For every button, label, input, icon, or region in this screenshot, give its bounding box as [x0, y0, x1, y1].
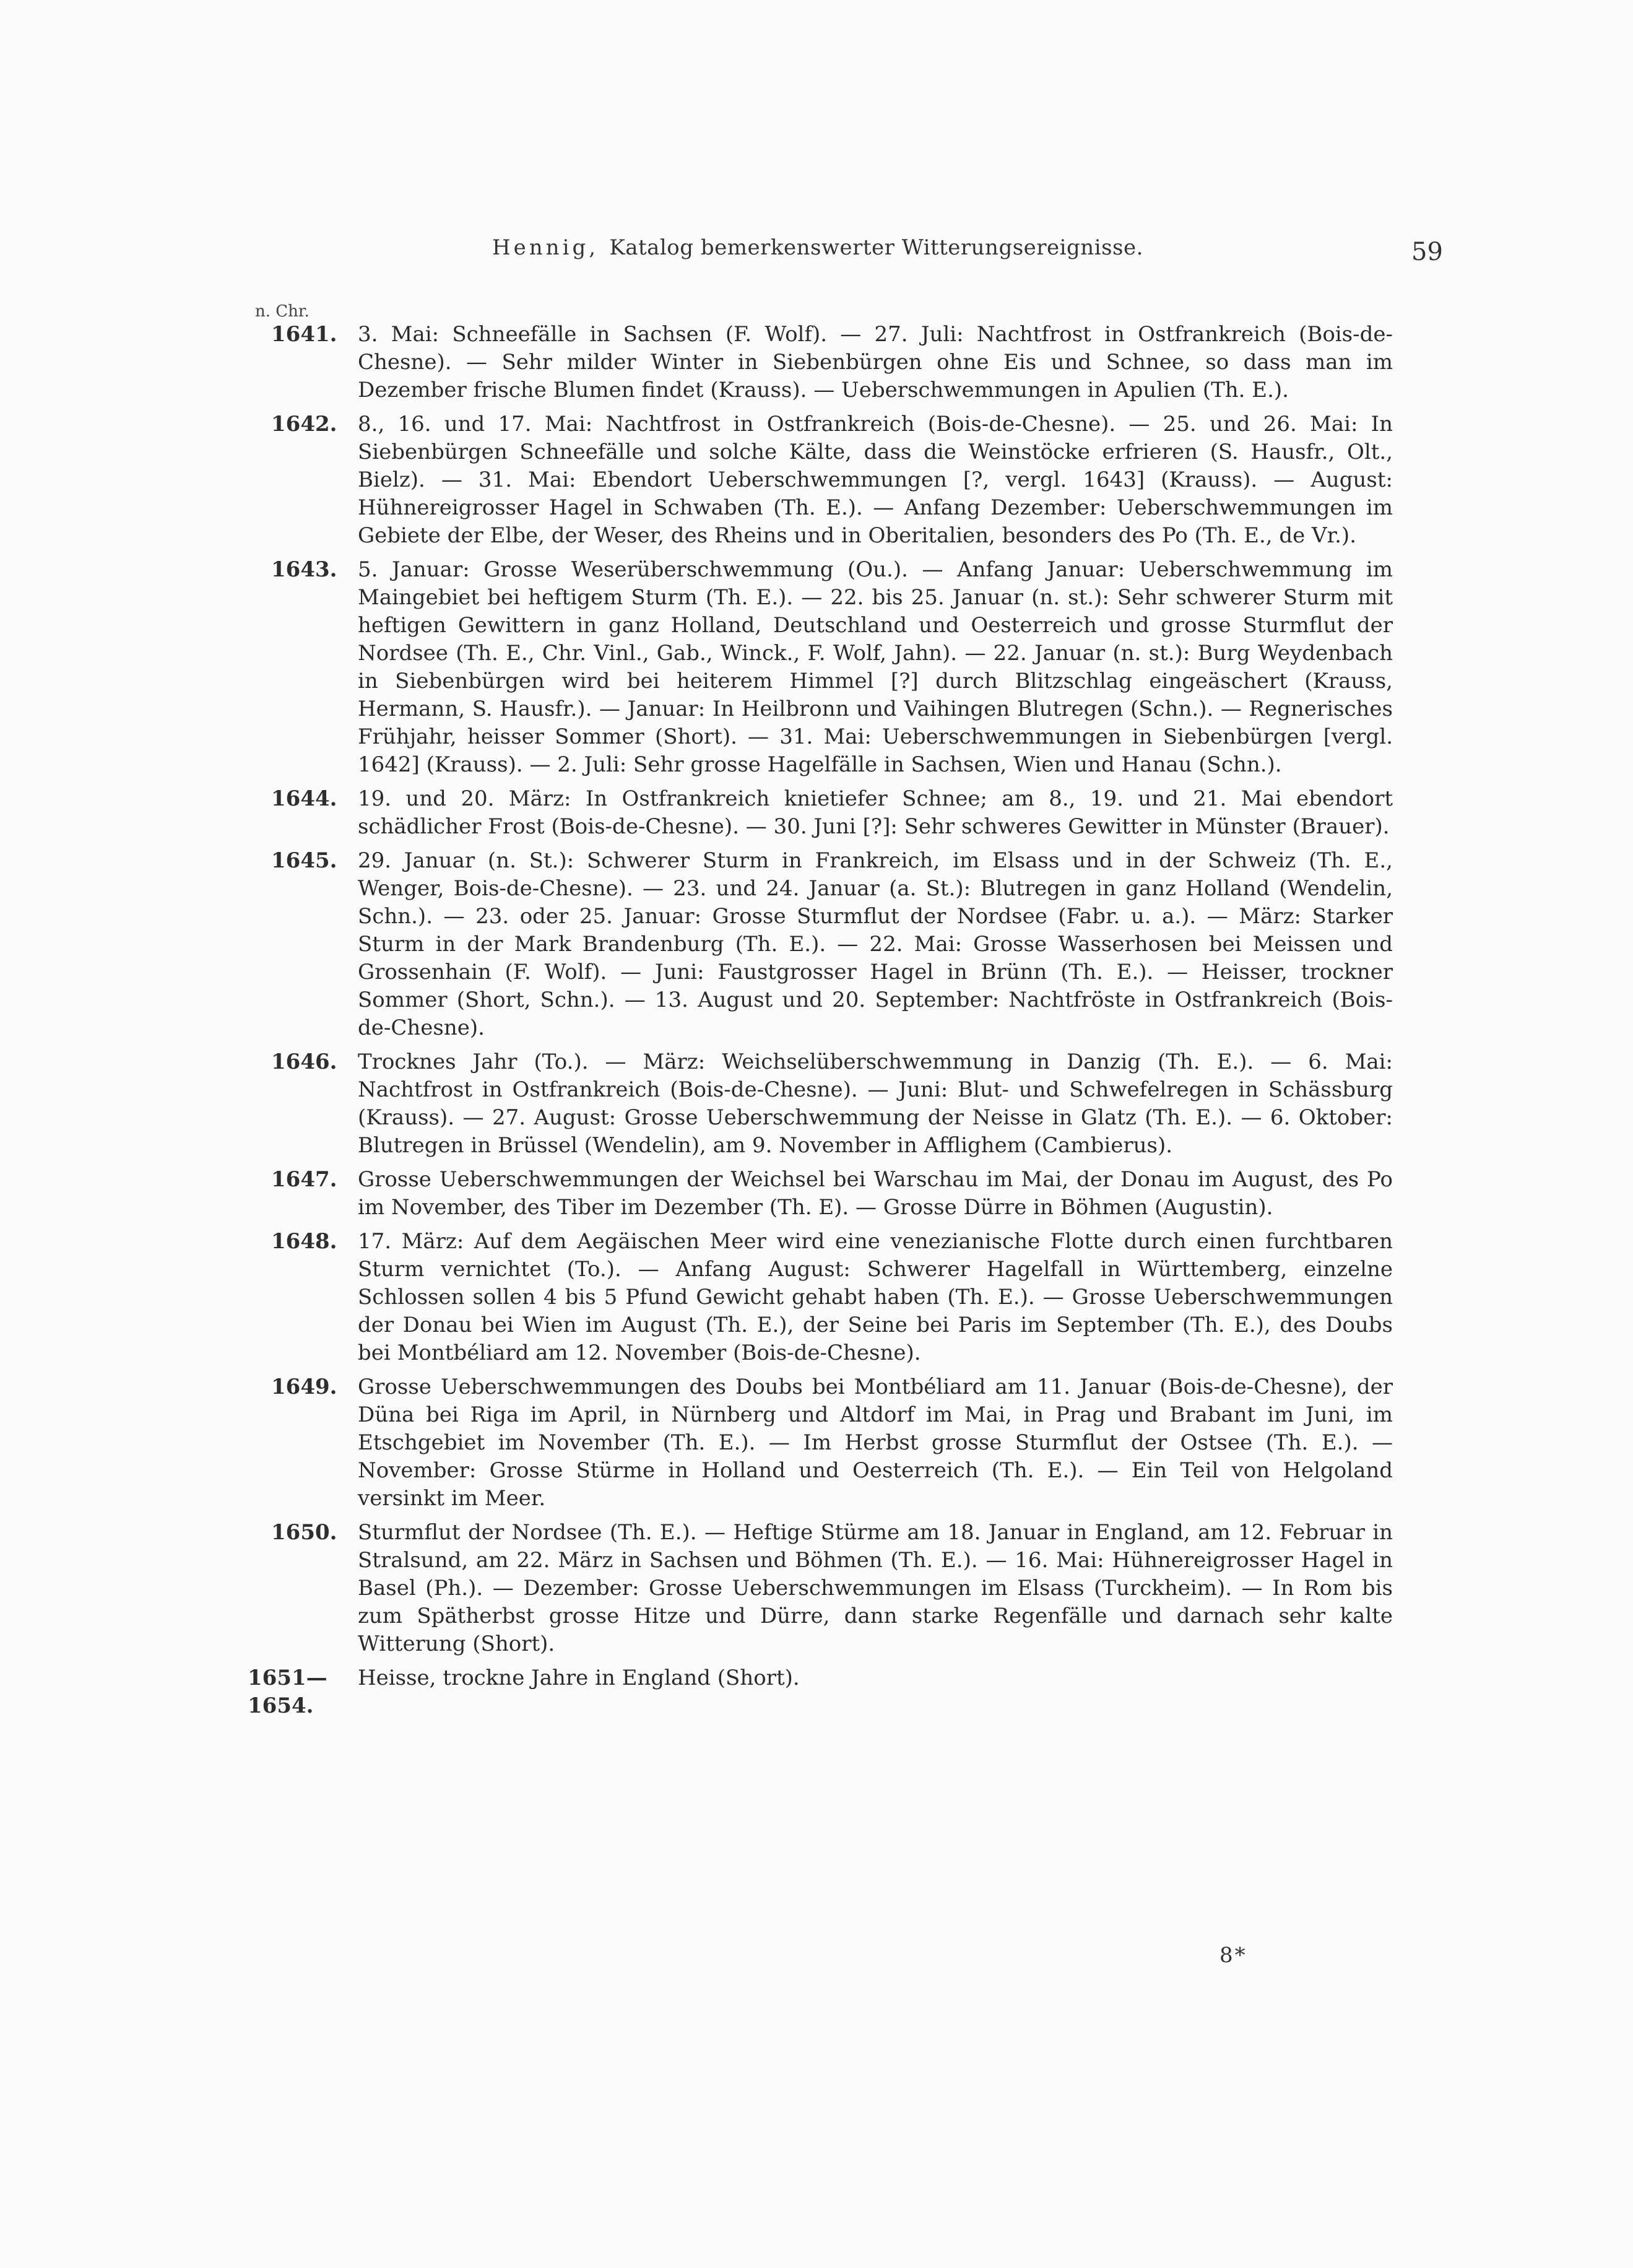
entry-year: 1650. — [271, 1520, 337, 1545]
header-title: Katalog bemerkenswerter Witterungsereignisse. — [609, 235, 1143, 260]
header-author: Hennig, — [492, 235, 599, 260]
era-label: n. Chr. — [255, 302, 310, 321]
entries-list — [248, 321, 1393, 1726]
entry-1645 — [248, 847, 1393, 1042]
entry-year: 1641. — [271, 322, 337, 347]
entry-text: Sturmflut der Nordsee (Th. E.). — Heftige Stürme am 18. Januar in England, am 12. Februar in Stralsund, am 22. März in Sachsen und Böhmen (Th. E.). — 16. Mai: Hühnereigrosser Hagel in Basel (Ph.). — Dezember: Grosse Ueberschwemmungen im Elsass (Turckheim). — In Rom bis zum Spätherbst grosse Hitze und Dürre, dann starke Regenfälle und darnach sehr kalte Witterung (Short). — [358, 1520, 1393, 1656]
entry-1646 — [248, 1048, 1393, 1160]
entry-text: 3. Mai: Schneefälle in Sachsen (F. Wolf). — 27. Juli: Nachtfrost in Ostfrankreich (Bois-de-Chesne). — Sehr milder Winter in Siebenbürgen ohne Eis und Schnee, so dass man im Dezember frische Blumen findet (Krauss). — Ueberschwemmungen in Apulien (Th. E.). — [358, 322, 1393, 402]
entry-1644 — [248, 785, 1393, 841]
entry-1649 — [248, 1373, 1393, 1513]
entry-text: 5. Januar: Grosse Weserüberschwemmung (Ou.). — Anfang Januar: Ueberschwemmung im Maingebiet bei heftigem Sturm (Th. E.). — 22. bis 25. Januar (n. st.): Sehr schwerer Sturm mit heftigen Gewittern in ganz Holland, Deutschland und Oesterreich und grosse Sturmflut der Nordsee (Th. E., Chr. Vinl., Gab., Winck., F. Wolf, Jahn). — 22. Januar (n. st.): Burg Weydenbach in Siebenbürgen wird bei heiterem Himmel [?] durch Blitzschlag eingeäschert (Krauss, Hermann, S. Hausfr.). — Januar: In Heilbronn und Vaihingen Blutregen (Schn.). — Regnerisches Frühjahr, heisser Sommer (Short). — 31. Mai: Ueberschwemmungen in Siebenbürgen [vergl. 1642] (Krauss). — 2. Juli: Sehr grosse Hagelfälle in Sachsen, Wien und Hanau (Schn.). — [358, 557, 1393, 777]
entry-year: 1645. — [271, 848, 337, 873]
entry-text: 17. März: Auf dem Aegäischen Meer wird eine venezianische Flotte durch einen furchtbaren Sturm vernichtet (To.). — Anfang August: Schwerer Hagelfall in Württemberg, einzelne Schlossen sollen 4 bis 5 Pfund Gewicht gehabt haben (Th. E.). — Grosse Ueberschwemmungen der Donau bei Wien im August (Th. E.), der Seine bei Paris im September (Th. E.), des Doubs bei Montbéliard am 12. November (Bois-de-Chesne). — [358, 1229, 1393, 1365]
entry-year: 1642. — [271, 412, 337, 437]
entry-year: 1649. — [271, 1375, 337, 1399]
entry-year: 1643. — [271, 557, 337, 582]
entry-1643 — [248, 556, 1393, 779]
entry-year: 1646. — [271, 1049, 337, 1074]
page-number: 59 — [1411, 238, 1443, 266]
entry-year: 1647. — [271, 1167, 337, 1192]
entry-text: Grosse Ueberschwemmungen des Doubs bei Montbéliard am 11. Januar (Bois-de-Chesne), der Düna bei Riga im April, in Nürnberg und Altdorf im Mai, in Prag und Brabant im Juni, im Etschgebiet im November (Th. E.). — Im Herbst grosse Sturmflut der Ostsee (Th. E.). — November: Grosse Stürme in Holland und Oesterreich (Th. E.). — Ein Teil von Helgoland versinkt im Meer. — [358, 1375, 1393, 1511]
entry-year: 1644. — [271, 786, 337, 811]
entry-text: Trocknes Jahr (To.). — März: Weichselüberschwemmung in Danzig (Th. E.). — 6. Mai: Nachtfrost in Ostfrankreich (Bois-de-Chesne). — Juni: Blut- und Schwefelregen in Schässburg (Krauss). — 27. August: Grosse Ueberschwemmung der Neisse in Glatz (Th. E.). — 6. Oktober: Blutregen in Brüssel (Wendelin), am 9. November in Afflighem (Cambierus). — [358, 1049, 1393, 1158]
entry-text: 8., 16. und 17. Mai: Nachtfrost in Ostfrankreich (Bois-de-Chesne). — 25. und 26. Mai: In Siebenbürgen Schneefälle und solche Kälte, dass die Weinstöcke erfrieren (S. Hausfr., Olt., Bielz). — 31. Mai: Ebendort Ueberschwemmungen [?, vergl. 1643] (Krauss). — August: Hühnereigrosser Hagel in Schwaben (Th. E.). — Anfang Dezember: Ueberschwemmungen im Gebiete der Elbe, der Weser, des Rheins und in Oberitalien, besonders des Po (Th. E., de Vr.). — [358, 412, 1393, 548]
entry-1641 — [248, 321, 1393, 404]
entry-year: 1651—1654. — [248, 1666, 327, 1718]
entry-1647 — [248, 1166, 1393, 1222]
entry-year: 1648. — [271, 1229, 337, 1254]
entry-text: Heisse, trockne Jahre in England (Short). — [358, 1666, 800, 1690]
entry-1648 — [248, 1228, 1393, 1367]
entry-1642 — [248, 411, 1393, 550]
entry-text: 29. Januar (n. St.): Schwerer Sturm in Frankreich, im Elsass und in der Schweiz (Th. E., Wenger, Bois-de-Chesne). — 23. und 24. Januar (a. St.): Blutregen in ganz Holland (Wendelin, Schn.). — 23. oder 25. Januar: Grosse Sturmflut der Nordsee (Fabr. u. a.). — März: Starker Sturm in der Mark Brandenburg (Th. E.). — 22. Mai: Grosse Wasserhosen bei Meissen und Grossenhain (F. Wolf). — Juni: Faustgrosser Hagel in Brünn (Th. E.). — Heisser, trockner Sommer (Short, Schn.). — 13. August und 20. September: Nachtfröste in Ostfrankreich (Bois-de-Chesne). — [358, 848, 1393, 1040]
entry-1651-1654 — [248, 1664, 1393, 1720]
sheet-signature: 8* — [1219, 1943, 1247, 1968]
entry-1650 — [248, 1519, 1393, 1658]
entry-text: 19. und 20. März: In Ostfrankreich knietiefer Schnee; am 8., 19. und 21. Mai ebendort schädlicher Frost (Bois-de-Chesne). — 30. Juni [?]: Sehr schweres Gewitter in Münster (Brauer). — [358, 786, 1393, 839]
entry-text: Grosse Ueberschwemmungen der Weichsel bei Warschau im Mai, der Donau im August, des Po im November, des Tiber im Dezember (Th. E). — Grosse Dürre in Böhmen (Augustin). — [358, 1167, 1393, 1220]
running-head — [492, 235, 1143, 260]
